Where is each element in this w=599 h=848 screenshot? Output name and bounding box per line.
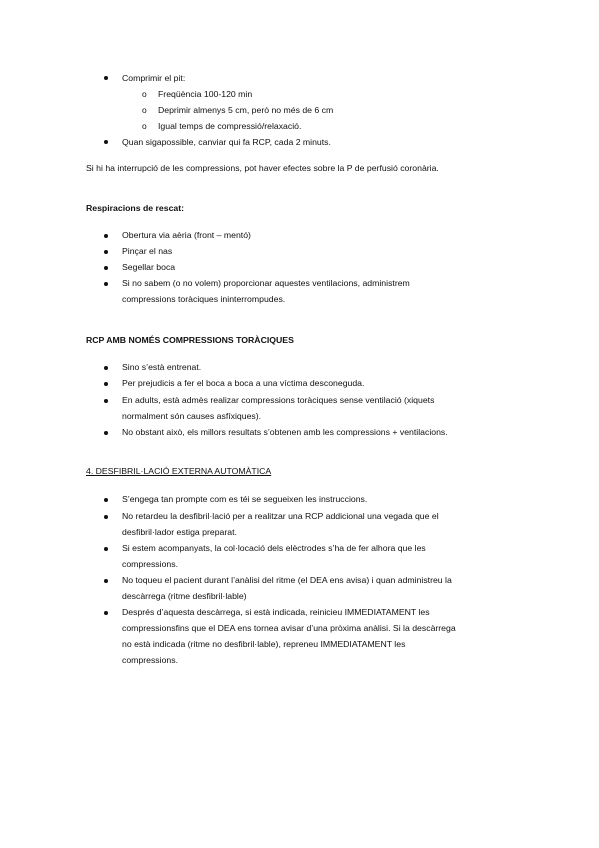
sub-bullet-icon: o: [142, 89, 147, 99]
bullet-icon: [104, 579, 108, 583]
bullet-icon: [104, 282, 108, 286]
bullet-icon: [104, 547, 108, 551]
list-item: No retardeu la desfibril·lació per a realitzar una RCP addicional una vegada que el: [122, 511, 439, 521]
list-item-continuation: compressions.: [122, 559, 179, 569]
sub-list-item: Deprimir almenys 5 cm, però no més de 6 cm: [158, 105, 334, 115]
list-item: Segellar boca: [122, 262, 176, 272]
sub-bullet-icon: o: [142, 121, 147, 131]
section-heading: RCP AMB NOMÉS COMPRESSIONS TORÀCIQUES: [86, 335, 294, 345]
list-item: No toqueu el pacient durant l’anàlisi del ritme (el DEA ens avisa) i quan administreu la: [122, 575, 452, 585]
bullet-icon: [104, 431, 108, 435]
section-heading: 4. DESFIBRIL·LACIÓ EXTERNA AUTOMÀTICA: [86, 466, 272, 476]
list-item: Pinçar el nas: [122, 246, 173, 256]
list-item: Per prejudicis a fer el boca a boca a una víctima desconeguda.: [122, 378, 365, 388]
bullet-icon: [104, 140, 108, 144]
bullet-icon: [104, 611, 108, 615]
bullet-icon: [104, 76, 108, 80]
bullet-icon: [104, 366, 108, 370]
bullet-icon: [104, 399, 108, 403]
list-item-continuation: desfibril·lador estiga preparat.: [122, 527, 237, 537]
paragraph: Si hi ha interrupció de les compressions, pot haver efectes sobre la P de perfusió coronària.: [86, 163, 439, 173]
list-item: Si no sabem (o no volem) proporcionar aquestes ventilacions, administrem: [122, 278, 410, 288]
sub-list-item: Igual temps de compressió/relaxació.: [158, 121, 302, 131]
bullet-icon: [104, 234, 108, 238]
list-item: S’engega tan prompte com es téi se segueixen les instruccions.: [122, 494, 368, 504]
list-item: Obertura via aèria (front – mentó): [122, 230, 251, 240]
list-item: En adults, està admès realizar compressions toràciques sense ventilació (xiquets: [122, 395, 435, 405]
list-item: Després d’aquesta descàrrega, si està indicada, reinicieu IMMEDIATAMENT les: [122, 607, 430, 617]
bullet-icon: [104, 266, 108, 270]
list-item-continuation: descàrrega (ritme desfibril·lable): [122, 591, 247, 601]
list-item-continuation: normalment són causes asfíxiques).: [122, 411, 262, 421]
section-heading: Respiracions de rescat:: [86, 203, 185, 213]
list-item-continuation: compressions.: [122, 655, 179, 665]
list-item-continuation: no està indicada (ritme no desfibril·lable), repreneu IMMEDIATAMENT les: [122, 639, 406, 649]
sub-list-item: Freqüència 100-120 min: [158, 89, 253, 99]
bullet-icon: [104, 515, 108, 519]
list-item: No obstant això, els millors resultats s’obtenen amb les compressions + ventilacions.: [122, 427, 448, 437]
sub-bullet-icon: o: [142, 105, 147, 115]
list-item-continuation: compressionsfins que el DEA ens tornea avisar d’una pròxima anàlisi. Si la descàrrega: [122, 623, 456, 633]
list-item: Sino s’està entrenat.: [122, 362, 202, 372]
bullet-icon: [104, 498, 108, 502]
list-item: Quan sigapossible, canviar qui fa RCP, cada 2 minuts.: [122, 137, 331, 147]
list-item: Comprimir el pit:: [122, 73, 186, 83]
list-item-continuation: compressions toràciques ininterrompudes.: [122, 294, 286, 304]
list-item: Si estem acompanyats, la col·locació dels elèctrodes s’ha de fer alhora que les: [122, 543, 426, 553]
bullet-icon: [104, 250, 108, 254]
bullet-icon: [104, 382, 108, 386]
